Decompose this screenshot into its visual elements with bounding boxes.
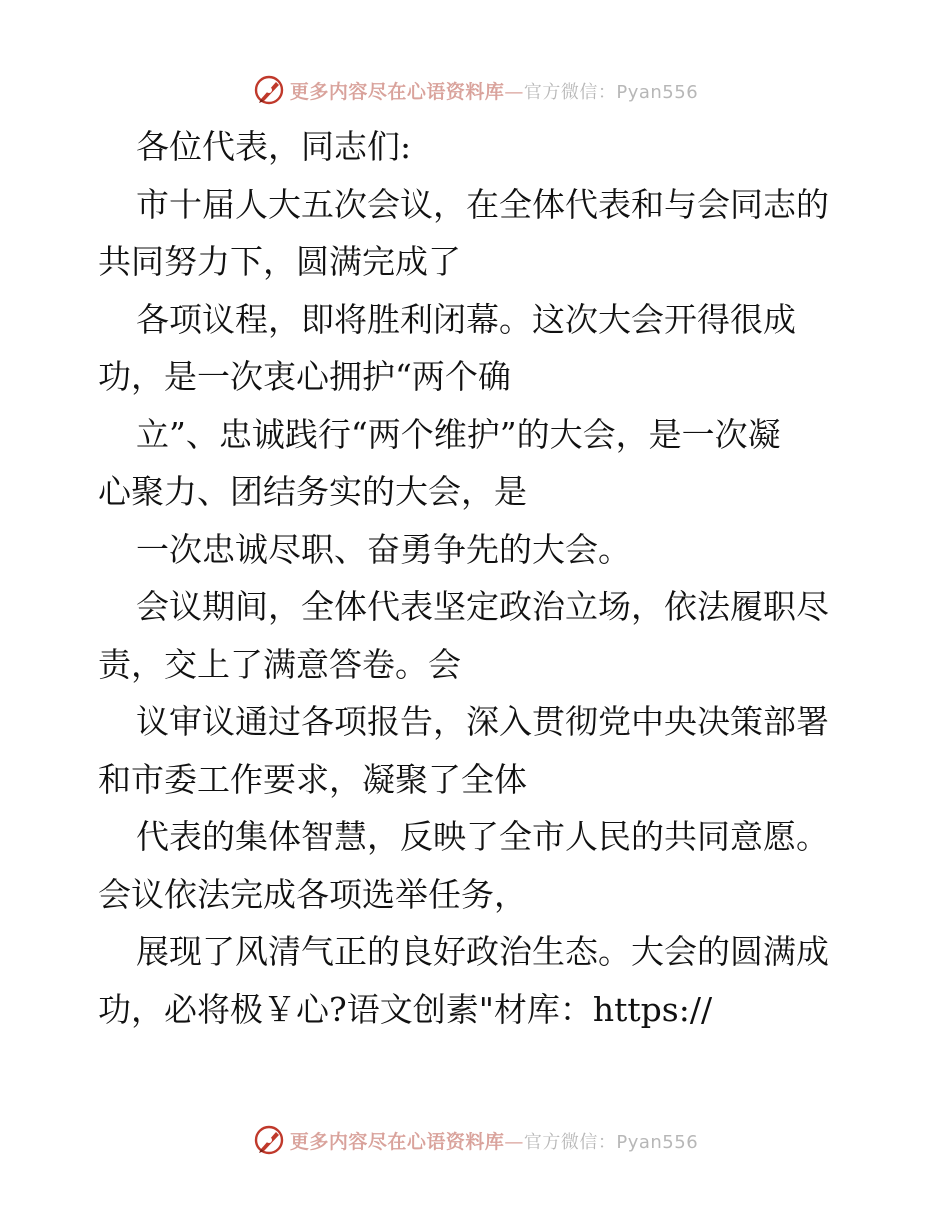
banner-main-text: 更多内容尽在心语资料库 bbox=[289, 1130, 505, 1153]
pen-logo-icon bbox=[252, 73, 286, 107]
body-line: 各项议程，即将胜利闭幕。这次大会开得很成 bbox=[136, 299, 796, 339]
body-line: 和市委工作要求，凝聚了全体 bbox=[98, 759, 527, 799]
banner-main-text: 更多内容尽在心语资料库 bbox=[289, 80, 505, 103]
body-line: 心聚力、团结务实的大会，是 bbox=[98, 472, 527, 511]
body-line: 立”、忠诚践行“两个维护”的大会，是一次凝 bbox=[136, 414, 781, 454]
body-line: 责，交上了满意答卷。会 bbox=[98, 644, 461, 684]
banner-dash: — bbox=[504, 1130, 524, 1153]
body-line: 功，必将极￥心?语文创素"材库：https:// bbox=[98, 989, 713, 1029]
pen-logo-icon bbox=[252, 1123, 286, 1157]
document-body bbox=[98, 118, 858, 1038]
header-watermark-banner bbox=[0, 70, 950, 110]
body-line: 展现了风清气正的良好政治生态。大会的圆满成 bbox=[136, 932, 829, 971]
body-line: 代表的集体智慧，反映了全市人民的共同意愿。 bbox=[136, 817, 829, 856]
footer-watermark-banner bbox=[0, 1120, 950, 1160]
banner-wechat-text: 官方微信：Pyan556 bbox=[523, 81, 699, 103]
body-line: 共同努力下，圆满完成了 bbox=[98, 242, 461, 281]
body-line: 会议期间，全体代表坚定政治立场，依法履职尽 bbox=[136, 587, 829, 626]
body-line: 各位代表，同志们: bbox=[136, 127, 412, 166]
banner-dash: — bbox=[504, 80, 524, 103]
body-line: 一次忠诚尽职、奋勇争先的大会。 bbox=[136, 529, 631, 569]
body-line: 市十届人大五次会议，在全体代表和与会同志的 bbox=[136, 184, 829, 224]
banner-text bbox=[290, 1127, 698, 1154]
banner-wechat-text: 官方微信：Pyan556 bbox=[523, 1131, 699, 1153]
body-line: 会议依法完成各项选举任务， bbox=[98, 874, 527, 914]
body-line: 功，是一次衷心拥护“两个确 bbox=[98, 357, 511, 396]
body-line: 议审议通过各项报告，深入贯彻党中央决策部署 bbox=[136, 702, 829, 741]
banner-text bbox=[290, 77, 698, 104]
